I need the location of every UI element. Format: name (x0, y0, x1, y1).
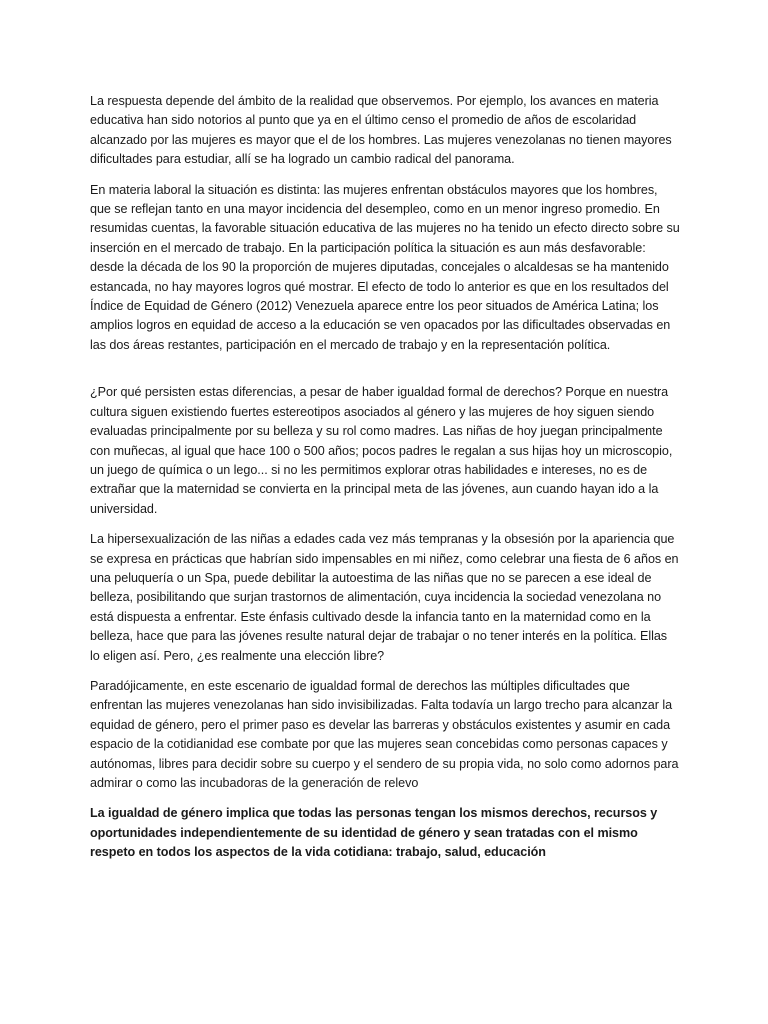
paragraph-stereotypes: ¿Por qué persisten estas diferencias, a pesar de haber igualdad formal de derechos? Porque en nuestra cultura siguen existiendo fuertes estereotipos asociados al género y las mujeres de hoy siguen siendo evaluadas principalmente por su belleza y su rol como madres. Las niñas de hoy juegan principalmente con muñecas, al igual que hace 100 o 500 años; pocos padres le regalan a sus hijas hoy un microscopio, un juego de química o un lego... si no les permitimos explorar otras habilidades e intereses, no es de extrañar que la maternidad se convierta en la principal meta de las jóvenes, aun cuando hayan ido a la universidad. (90, 385, 673, 516)
paragraph-labor-politics: En materia laboral la situación es distinta: las mujeres enfrentan obstáculos mayores que los hombres, que se reflejan tanto en una mayor incidencia del desempleo, como en un menor ingreso promedio. En resumidas cuentas, la favorable situación educativa de las mujeres no ha tenido un efecto directo sobre su inserción en el mercado de trabajo. En la participación política la situación es aun más desfavorable: desde la década de los 90 la proporción de mujeres diputadas, concejales o alcaldesas se ha mantenido estancada, no hay mayores logros qué mostrar. El efecto de todo lo anterior es que en los resultados del Índice de Equidad de Género (2012) Venezuela aparece entre los peor situados de América Latina; los amplios logros en equidad de acceso a la educación se ven opacados por las dificultades observadas en las dos áreas restantes, participación en el mercado de trabajo y en la representación política. (90, 182, 680, 352)
paragraph-education: La respuesta depende del ámbito de la realidad que observemos. Por ejemplo, los avances en materia educativa han sido notorios al punto que ya en el último censo el promedio de años de escolaridad alcanzado por las mujeres es mayor que el de los hombres. Las mujeres venezolanas no tienen mayores dificultades para estudiar, allí se ha logrado un cambio radical del panorama. (90, 94, 672, 167)
paragraph-invisibilization: Paradójicamente, en este escenario de igualdad formal de derechos las múltiples dificultades que enfrentan las mujeres venezolanas han sido invisibilizadas. Falta todavía un largo trecho para alcanzar la equidad de género, pero el primer paso es develar las barreras y obstáculos existentes y asumir en cada espacio de la cotidianidad ese combate por que las mujeres sean concebidas como personas capaces y autónomas, libres para decidir sobre su cuerpo y el sendero de su propia vida, no solo como adornos para admirar o como las incubadoras de la generación de relevo (90, 678, 679, 790)
paragraph-hypersexualization: La hipersexualización de las niñas a edades cada vez más tempranas y la obsesión por la apariencia que se expresa en prácticas que habrían sido impensables en mi niñez, como celebrar una fiesta de 6 años en una peluquería o un Spa, puede debilitar la autoestima de las niñas que no se parecen a ese ideal de belleza, posibilitando que surjan trastornos de alimentación, cuya incidencia la sociedad venezolana no está dispuesta a enfrentar. Este énfasis cultivado desde la infancia tanto en la maternidad como en la belleza, hace que para las jóvenes resulte natural dejar de trabajar o no tener interés en la política. Ellas lo eligen así. Pero, ¿es realmente una elección libre? (90, 532, 679, 663)
document-body (90, 92, 680, 874)
paragraph-gender-equality-definition: La igualdad de género implica que todas las personas tengan los mismos derechos, recursos y oportunidades independientemente de su identidad de género y sean tratadas con el mismo respeto en todos los aspectos de la vida cotidiana: trabajo, salud, educación (90, 806, 658, 860)
